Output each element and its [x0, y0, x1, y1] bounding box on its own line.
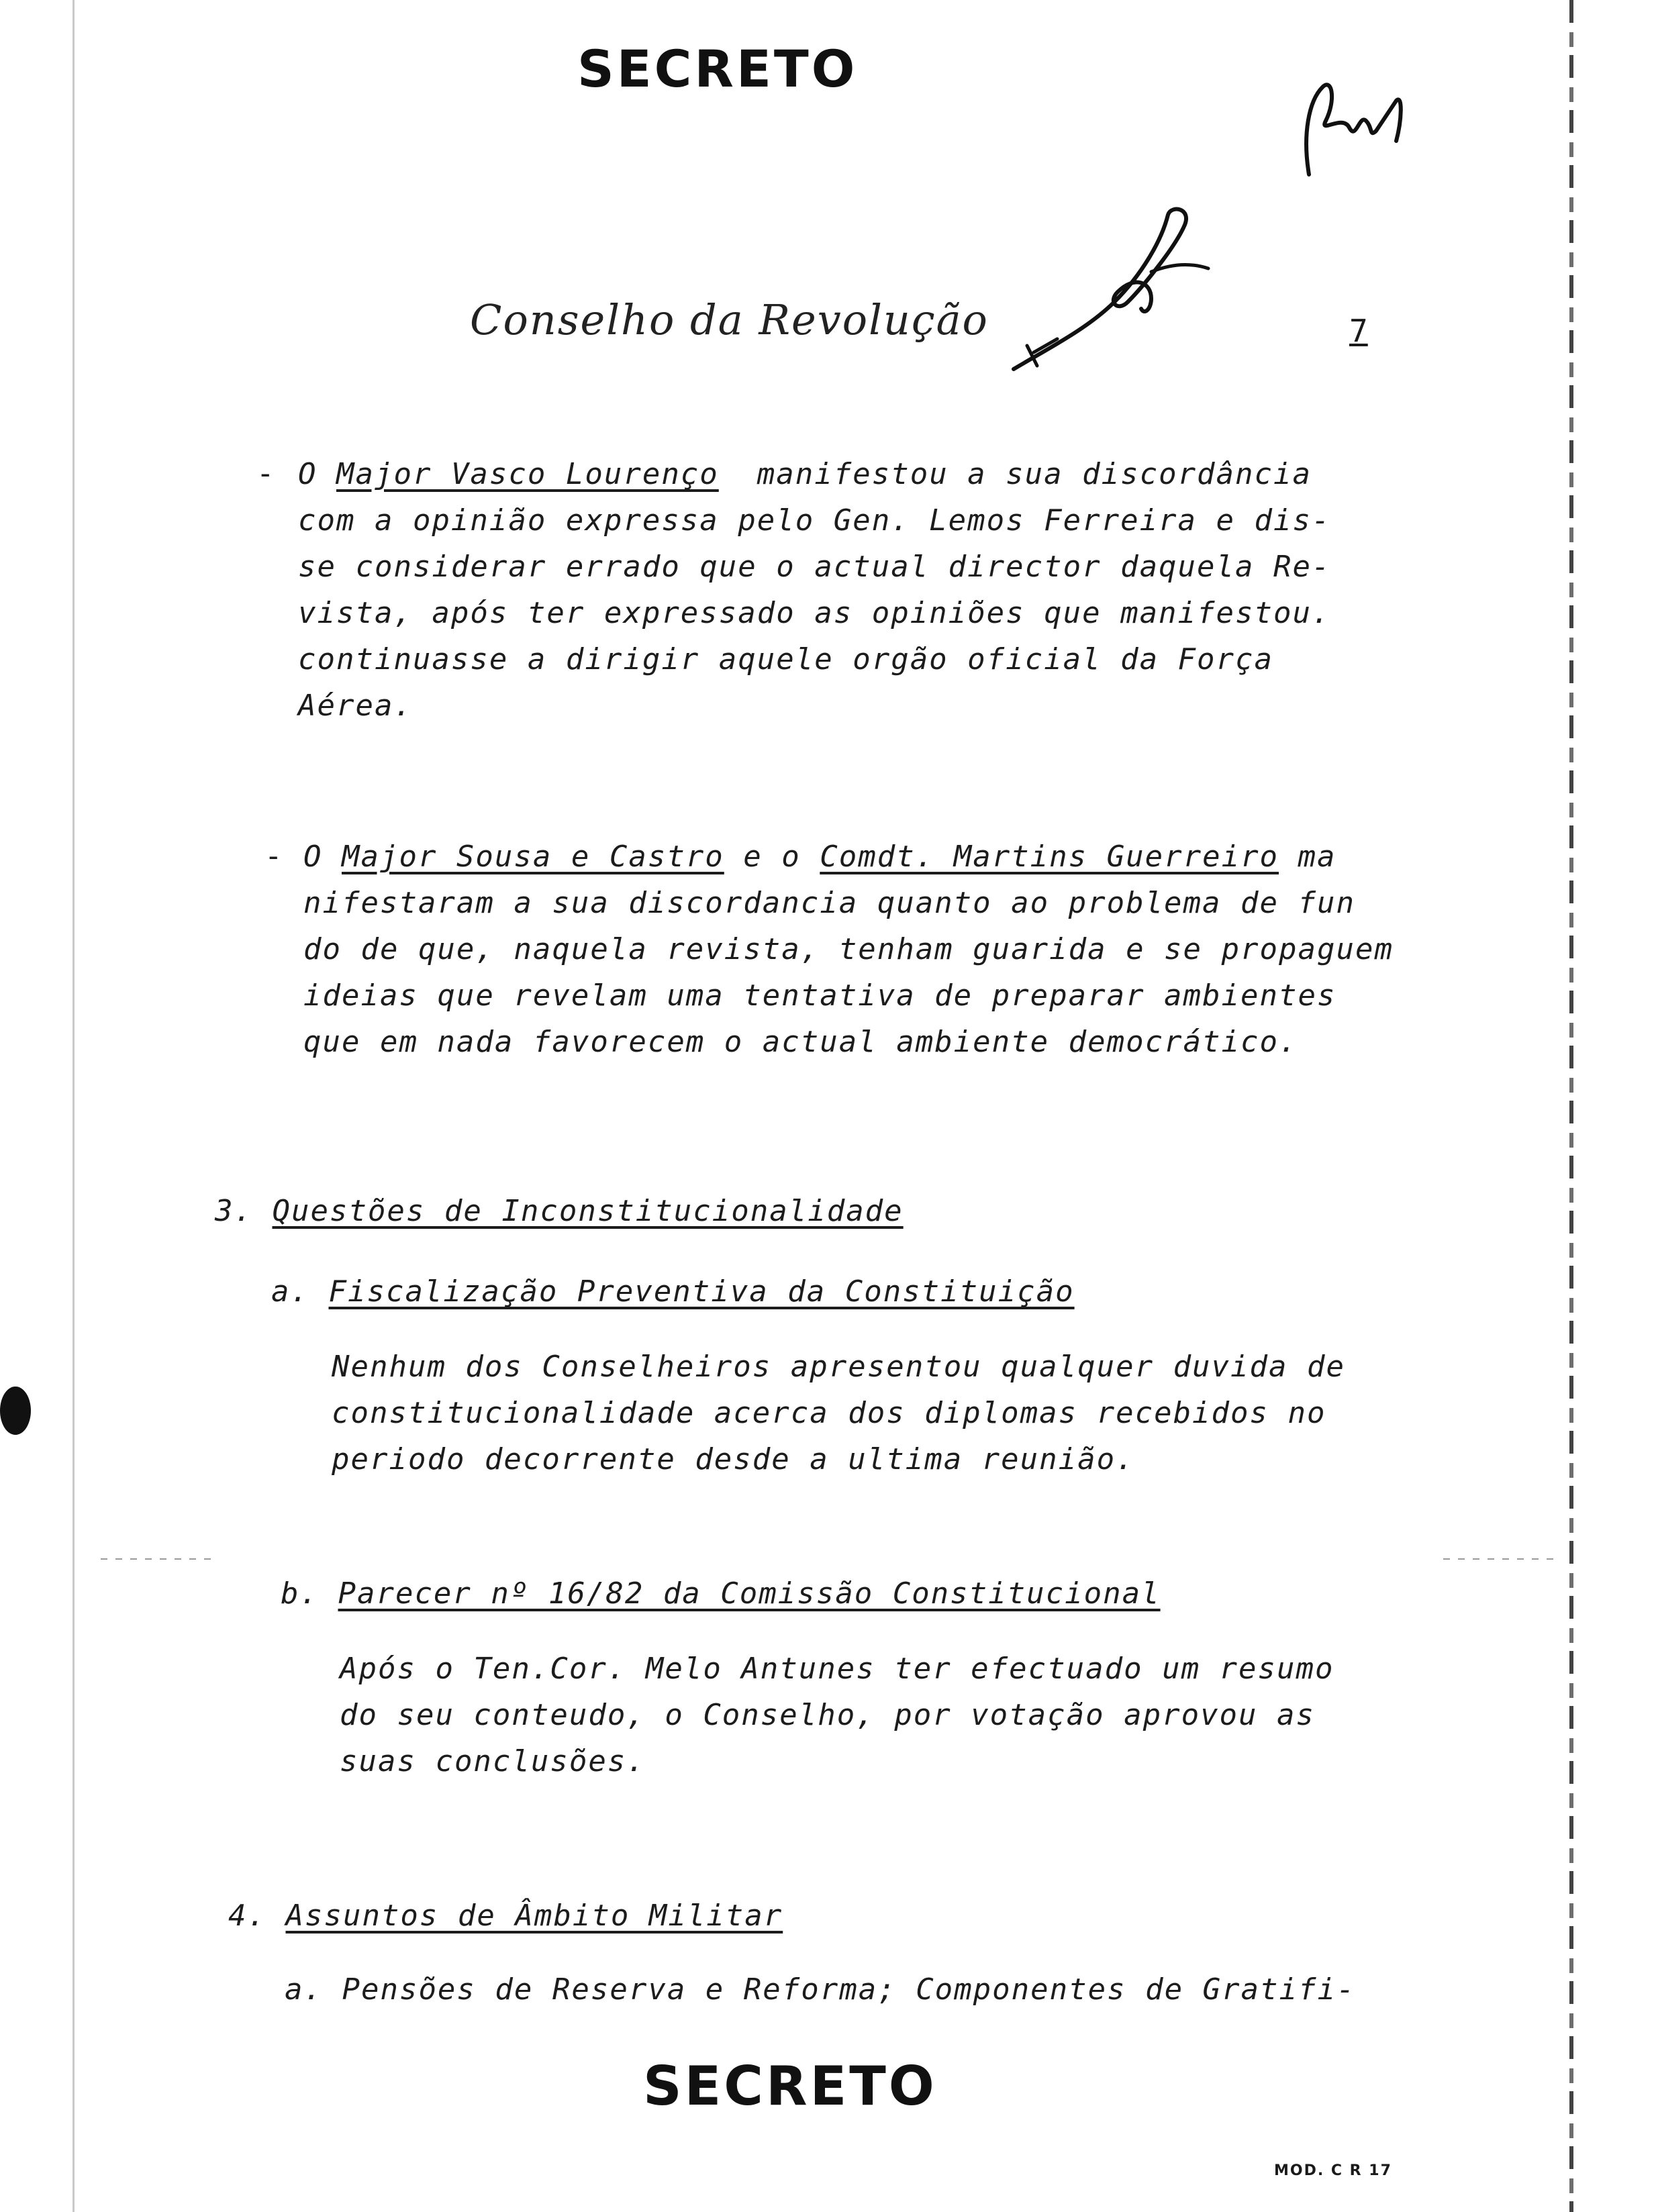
paragraph-2-first-line: O Major Sousa e Castro e o Comdt. Martins Guerreiro ma: [303, 840, 1336, 874]
fold-line-left: [101, 1558, 215, 1560]
handwritten-initials: [1296, 74, 1410, 188]
page-number: 7: [1349, 313, 1368, 349]
text-line: manifestou a sua discordância: [757, 457, 1312, 491]
text-line: Nenhum dos Conselheiros apresentou qualquer duvida de: [332, 1350, 1345, 1384]
section-title: Assuntos de Âmbito Militar: [285, 1899, 783, 1933]
person-name: Major Vasco Lourenço: [336, 457, 719, 491]
text-line: que em nada favorecem o actual ambiente democrático.: [303, 1025, 1298, 1059]
subsection-3a-heading: [271, 1268, 1075, 1315]
subsection-label: b.: [281, 1576, 319, 1611]
scan-left-edge: [72, 0, 75, 2212]
text-line: do seu conteudo, o Conselho, por votação aprovou as: [340, 1698, 1316, 1732]
text-line: periodo decorrente desde a ultima reunião.: [332, 1442, 1135, 1476]
handwritten-signature: [1007, 201, 1228, 383]
subsection-label: a.: [285, 1972, 323, 2007]
person-name: Major Sousa e Castro: [341, 840, 724, 874]
person-name: Comdt. Martins Guerreiro: [820, 840, 1279, 874]
bullet-dash: -: [256, 456, 275, 491]
text-line: se considerar errado que o actual director daquela Re-: [298, 550, 1331, 584]
form-code: MOD. C R 17: [1274, 2162, 1392, 2179]
text-line: do de que, naquela revista, tenham guarida e se propaguem: [303, 932, 1394, 966]
text-line: continuasse a dirigir aquele orgão oficial da Força: [298, 642, 1274, 676]
subsection-4a-line: [285, 1966, 1355, 2013]
subsection-3b-heading: [281, 1570, 1161, 1617]
scan-right-edge: [1569, 0, 1573, 2212]
subsection-label: a.: [271, 1274, 309, 1309]
section-3-heading: [215, 1188, 904, 1234]
subsection-title: Fiscalização Preventiva da Constituição: [328, 1274, 1075, 1309]
text-line: constitucionalidade acerca dos diplomas recebidos no: [332, 1396, 1326, 1430]
text-line: nifestaram a sua discordancia quanto ao problema de fun: [303, 886, 1355, 920]
punch-hole: [0, 1387, 31, 1435]
text-line: Pensões de Reserva e Reforma; Componentes de Gratifi-: [342, 1972, 1356, 2007]
text-line: Aérea.: [298, 689, 413, 723]
section-4-heading: [228, 1893, 783, 1939]
secret-stamp-top: SECRETO: [577, 39, 858, 99]
section-number: 3.: [215, 1194, 253, 1228]
paragraph-1-first-line: O Major Vasco Lourenço manifestou a sua discordância: [298, 457, 1312, 491]
bullet-dash: -: [264, 839, 283, 873]
subsection-title: Parecer nº 16/82 da Comissão Constitucional: [338, 1576, 1161, 1611]
secret-stamp-bottom: SECRETO: [643, 2055, 937, 2117]
section-number: 4.: [228, 1899, 266, 1933]
text-line: ideias que revelam uma tentativa de preparar ambientes: [303, 978, 1336, 1013]
text-line: vista, após ter expressado as opiniões que manifestou.: [298, 596, 1331, 630]
text-line: com a opinião expressa pelo Gen. Lemos Ferreira e dis-: [298, 503, 1331, 538]
text-line: suas conclusões.: [340, 1744, 646, 1778]
fold-line-right: [1443, 1558, 1557, 1560]
section-title: Questões de Inconstitucionalidade: [272, 1194, 904, 1228]
header-title: Conselho da Revolução: [470, 295, 989, 344]
text-fragment: e o: [743, 840, 801, 874]
text-fragment: ma: [1298, 840, 1336, 874]
text-line: Após o Ten.Cor. Melo Antunes ter efectuado um resumo: [340, 1652, 1334, 1686]
